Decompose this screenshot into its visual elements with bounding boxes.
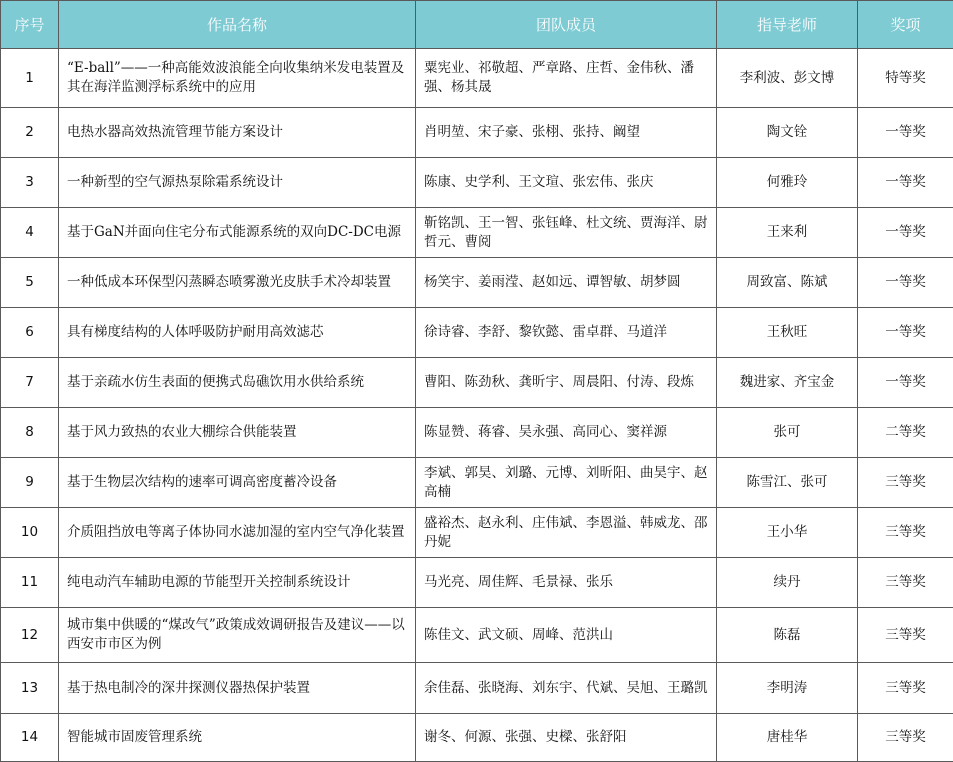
row-prize: 二等奖 — [858, 408, 953, 458]
row-tutor: 魏进家、齐宝金 — [717, 358, 858, 408]
row-prize: 一等奖 — [858, 358, 953, 408]
row-title: 基于GaN并面向住宅分布式能源系统的双向DC-DC电源 — [59, 208, 416, 258]
table-row — [1, 258, 953, 308]
row-tutor: 唐桂华 — [717, 714, 858, 762]
row-team: 谢冬、何源、张强、史樑、张舒阳 — [416, 714, 717, 762]
table-row — [1, 458, 953, 508]
row-prize: 三等奖 — [858, 558, 953, 608]
table-row — [1, 208, 953, 258]
row-index: 11 — [1, 558, 59, 608]
row-team: 杨笑宇、姜雨滢、赵如远、谭智敏、胡梦圆 — [416, 258, 717, 308]
row-team: 徐诗睿、李舒、黎钦懿、雷卓群、马道洋 — [416, 308, 717, 358]
row-title: 城市集中供暖的“煤改气”政策成效调研报告及建议——以西安市市区为例 — [59, 608, 416, 663]
row-index: 14 — [1, 714, 59, 762]
row-tutor: 陈磊 — [717, 608, 858, 663]
row-index: 7 — [1, 358, 59, 408]
row-tutor: 续丹 — [717, 558, 858, 608]
row-tutor: 周致富、陈斌 — [717, 258, 858, 308]
table-row — [1, 308, 953, 358]
row-prize: 一等奖 — [858, 108, 953, 158]
row-title: 具有梯度结构的人体呼吸防护耐用高效滤芯 — [59, 308, 416, 358]
row-index: 2 — [1, 108, 59, 158]
row-tutor: 王小华 — [717, 508, 858, 558]
header-index: 序号 — [1, 1, 59, 49]
row-index: 6 — [1, 308, 59, 358]
table-row — [1, 49, 953, 108]
table-row — [1, 358, 953, 408]
row-team: 曹阳、陈劲秋、龚昕宇、周晨阳、付涛、段炼 — [416, 358, 717, 408]
header-tutor: 指导老师 — [717, 1, 858, 49]
header-prize: 奖项 — [858, 1, 953, 49]
row-team: 李斌、郭昊、刘璐、元博、刘昕阳、曲昊宇、赵高楠 — [416, 458, 717, 508]
row-title: 基于亲疏水仿生表面的便携式岛礁饮用水供给系统 — [59, 358, 416, 408]
row-team: 余佳磊、张晓海、刘东宇、代斌、吴旭、王璐凯 — [416, 663, 717, 714]
row-index: 4 — [1, 208, 59, 258]
row-index: 8 — [1, 408, 59, 458]
row-prize: 特等奖 — [858, 49, 953, 108]
table-row — [1, 158, 953, 208]
row-title: 介质阻挡放电等离子体协同水滤加湿的室内空气净化装置 — [59, 508, 416, 558]
table-row — [1, 508, 953, 558]
row-team: 马光亮、周佳辉、毛景禄、张乐 — [416, 558, 717, 608]
table-row — [1, 558, 953, 608]
header-title: 作品名称 — [59, 1, 416, 49]
row-tutor: 李利波、彭文博 — [717, 49, 858, 108]
row-prize: 一等奖 — [858, 158, 953, 208]
row-index: 12 — [1, 608, 59, 663]
row-prize: 三等奖 — [858, 508, 953, 558]
row-team: 陈康、史学利、王文瑄、张宏伟、张庆 — [416, 158, 717, 208]
row-index: 3 — [1, 158, 59, 208]
row-tutor: 李明涛 — [717, 663, 858, 714]
header-team: 团队成员 — [416, 1, 717, 49]
row-index: 5 — [1, 258, 59, 308]
row-team: 肖明堃、宋子豪、张栩、张持、阚望 — [416, 108, 717, 158]
row-title: 电热水器高效热流管理节能方案设计 — [59, 108, 416, 158]
row-title: 基于热电制冷的深井探测仪器热保护装置 — [59, 663, 416, 714]
table-header-row — [1, 1, 953, 49]
row-prize: 三等奖 — [858, 458, 953, 508]
row-index: 9 — [1, 458, 59, 508]
row-index: 13 — [1, 663, 59, 714]
row-tutor: 何雅玲 — [717, 158, 858, 208]
row-tutor: 张可 — [717, 408, 858, 458]
row-title: “E-ball”——一种高能效波浪能全向收集纳米发电装置及其在海洋监测浮标系统中的应用 — [59, 49, 416, 108]
row-index: 10 — [1, 508, 59, 558]
row-title: 一种新型的空气源热泵除霜系统设计 — [59, 158, 416, 208]
row-tutor: 陈雪江、张可 — [717, 458, 858, 508]
row-prize: 三等奖 — [858, 714, 953, 762]
row-prize: 三等奖 — [858, 663, 953, 714]
row-team: 盛裕杰、赵永利、庄伟斌、李恩溢、韩威龙、邵丹妮 — [416, 508, 717, 558]
row-team: 陈显赞、蒋睿、吴永强、高同心、窦祥源 — [416, 408, 717, 458]
row-title: 智能城市固废管理系统 — [59, 714, 416, 762]
row-prize: 一等奖 — [858, 208, 953, 258]
row-prize: 一等奖 — [858, 308, 953, 358]
row-title: 基于生物层次结构的速率可调高密度蓄冷设备 — [59, 458, 416, 508]
row-title: 纯电动汽车辅助电源的节能型开关控制系统设计 — [59, 558, 416, 608]
row-tutor: 陶文铨 — [717, 108, 858, 158]
row-title: 基于风力致热的农业大棚综合供能装置 — [59, 408, 416, 458]
row-prize: 一等奖 — [858, 258, 953, 308]
row-tutor: 王来利 — [717, 208, 858, 258]
table-row — [1, 108, 953, 158]
row-prize: 三等奖 — [858, 608, 953, 663]
table-row — [1, 663, 953, 714]
row-title: 一种低成本环保型闪蒸瞬态喷雾激光皮肤手术冷却装置 — [59, 258, 416, 308]
row-tutor: 王秋旺 — [717, 308, 858, 358]
table-row — [1, 608, 953, 663]
table-row — [1, 714, 953, 762]
table-row — [1, 408, 953, 458]
row-team: 陈佳文、武文硕、周峰、范洪山 — [416, 608, 717, 663]
row-index: 1 — [1, 49, 59, 108]
row-team: 靳铭凯、王一智、张钰峰、杜文统、贾海洋、尉哲元、曹阅 — [416, 208, 717, 258]
row-team: 粟宪业、祁敬超、严章路、庄哲、金伟秋、潘强、杨其晟 — [416, 49, 717, 108]
